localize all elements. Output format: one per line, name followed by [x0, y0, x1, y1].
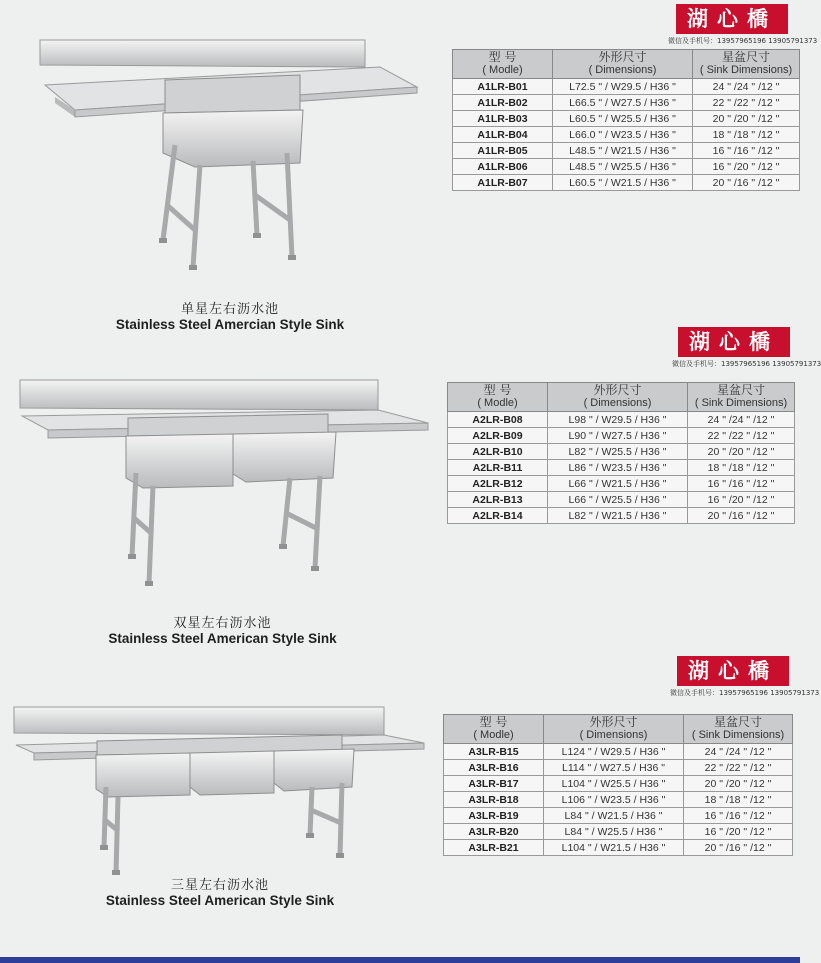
sink-dimensions-cell: 16 " /20 " /12 "	[693, 159, 800, 175]
dimensions-column-header: 外形尺寸 ( Dimensions)	[553, 50, 693, 79]
single-bowl-sink-image	[35, 35, 420, 275]
model-cell: A2LR-B14	[448, 508, 548, 524]
dimensions-cell: L84 " / W25.5 / H36 "	[544, 824, 684, 840]
dimensions-cell: L48.5 " / W21.5 / H36 "	[553, 143, 693, 159]
table-row	[453, 143, 800, 159]
table-row	[448, 412, 795, 428]
model-cell: A1LR-B07	[453, 175, 553, 191]
table-row	[453, 111, 800, 127]
sink-dimensions-cell: 24 " /24 " /12 "	[693, 79, 800, 95]
caption-chinese: 双星左右沥水池	[173, 616, 272, 631]
model-cell: A2LR-B11	[448, 460, 548, 476]
sink-dimensions-cell: 20 " /16 " /12 "	[693, 175, 800, 191]
sink-dimensions-cell: 20 " /16 " /12 "	[684, 840, 793, 856]
sink-dimensions-cell: 16 " /16 " /12 "	[688, 476, 795, 492]
model-cell: A3LR-B15	[444, 744, 544, 760]
table-row	[448, 492, 795, 508]
model-cell: A3LR-B16	[444, 760, 544, 776]
model-cell: A1LR-B03	[453, 111, 553, 127]
dimensions-cell: L60.5 " / W25.5 / H36 "	[553, 111, 693, 127]
spec-table	[447, 382, 795, 524]
dimensions-cell: L124 " / W29.5 / H36 "	[544, 744, 684, 760]
brand-block	[672, 327, 821, 369]
dimensions-cell: L114 " / W27.5 / H36 "	[544, 760, 684, 776]
sink-dimensions-column-header: 星盆尺寸 ( Sink Dimensions)	[684, 715, 793, 744]
table-header-row	[453, 50, 800, 79]
dimensions-cell: L66 " / W21.5 / H36 "	[548, 476, 688, 492]
brand-contact: 微信及手机号：13957965196 13905791373	[670, 689, 820, 697]
table-row	[448, 476, 795, 492]
table-row	[444, 776, 793, 792]
brand-block	[670, 656, 820, 698]
model-cell: A1LR-B06	[453, 159, 553, 175]
dimensions-cell: L48.5 " / W25.5 / H36 "	[553, 159, 693, 175]
sink-dimensions-cell: 22 " /22 " /12 "	[693, 95, 800, 111]
caption-english: Stainless Steel American Style Sink	[108, 631, 337, 646]
model-cell: A3LR-B18	[444, 792, 544, 808]
brand-logo: 湖心橋	[677, 656, 789, 686]
dimensions-cell: L72.5 " / W29.5 / H36 "	[553, 79, 693, 95]
model-cell: A1LR-B01	[453, 79, 553, 95]
model-cell: A2LR-B08	[448, 412, 548, 428]
table-row	[453, 95, 800, 111]
product-caption	[85, 612, 360, 646]
model-column-header: 型 号 ( Modle)	[444, 715, 544, 744]
sink-dimensions-cell: 16 " /16 " /12 "	[684, 808, 793, 824]
sink-dimensions-cell: 18 " /18 " /12 "	[693, 127, 800, 143]
page-bottom-border	[0, 957, 800, 963]
sink-dimensions-cell: 20 " /20 " /12 "	[688, 444, 795, 460]
model-cell: A1LR-B04	[453, 127, 553, 143]
product-caption	[85, 874, 355, 908]
brand-contact: 微信及手机号：13957965196 13905791373	[668, 37, 818, 45]
table-row	[448, 444, 795, 460]
sink-dimensions-cell: 18 " /18 " /12 "	[688, 460, 795, 476]
product-caption	[95, 298, 365, 332]
model-cell: A2LR-B12	[448, 476, 548, 492]
double-bowl-sink-image	[18, 378, 430, 590]
model-cell: A2LR-B09	[448, 428, 548, 444]
sink-dimensions-cell: 20 " /16 " /12 "	[688, 508, 795, 524]
table-header-row	[448, 383, 795, 412]
dimensions-cell: L60.5 " / W21.5 / H36 "	[553, 175, 693, 191]
brand-block	[668, 4, 818, 46]
table-row	[448, 508, 795, 524]
spec-table	[452, 49, 800, 191]
dimensions-column-header: 外形尺寸 ( Dimensions)	[548, 383, 688, 412]
model-cell: A1LR-B05	[453, 143, 553, 159]
brand-contact: 微信及手机号：13957965196 13905791373	[672, 360, 821, 368]
dimensions-column-header: 外形尺寸 ( Dimensions)	[544, 715, 684, 744]
table-row	[453, 159, 800, 175]
model-cell: A3LR-B21	[444, 840, 544, 856]
table-row	[444, 744, 793, 760]
caption-english: Stainless Steel American Style Sink	[105, 893, 335, 908]
table-row	[453, 79, 800, 95]
table-row	[453, 175, 800, 191]
sink-dimensions-cell: 18 " /18 " /12 "	[684, 792, 793, 808]
sink-dimensions-cell: 24 " /24 " /12 "	[684, 744, 793, 760]
dimensions-cell: L90 " / W27.5 / H36 "	[548, 428, 688, 444]
dimensions-cell: L66 " / W25.5 / H36 "	[548, 492, 688, 508]
table-row	[448, 428, 795, 444]
dimensions-cell: L104 " / W21.5 / H36 "	[544, 840, 684, 856]
dimensions-cell: L98 " / W29.5 / H36 "	[548, 412, 688, 428]
caption-english: Stainless Steel Amercian Style Sink	[115, 317, 345, 332]
table-row	[444, 792, 793, 808]
sink-dimensions-cell: 24 " /24 " /12 "	[688, 412, 795, 428]
sink-dimensions-cell: 16 " /16 " /12 "	[693, 143, 800, 159]
dimensions-cell: L66.0 " / W23.5 / H36 "	[553, 127, 693, 143]
table-row	[448, 460, 795, 476]
model-cell: A2LR-B13	[448, 492, 548, 508]
table-row	[453, 127, 800, 143]
sink-dimensions-column-header: 星盆尺寸 ( Sink Dimensions)	[693, 50, 800, 79]
dimensions-cell: L82 " / W21.5 / H36 "	[548, 508, 688, 524]
model-cell: A3LR-B19	[444, 808, 544, 824]
dimensions-cell: L84 " / W21.5 / H36 "	[544, 808, 684, 824]
brand-logo: 湖心橋	[678, 327, 790, 357]
spec-table	[443, 714, 793, 856]
model-cell: A1LR-B02	[453, 95, 553, 111]
model-cell: A2LR-B10	[448, 444, 548, 460]
sink-dimensions-cell: 16 " /20 " /12 "	[688, 492, 795, 508]
model-column-header: 型 号 ( Modle)	[453, 50, 553, 79]
sink-dimensions-cell: 22 " /22 " /12 "	[684, 760, 793, 776]
model-column-header: 型 号 ( Modle)	[448, 383, 548, 412]
caption-chinese: 单星左右沥水池	[180, 302, 279, 317]
brand-logo: 湖心橋	[676, 4, 788, 34]
table-header-row	[444, 715, 793, 744]
triple-bowl-sink-image	[12, 705, 427, 877]
table-row	[444, 760, 793, 776]
sink-dimensions-cell: 22 " /22 " /12 "	[688, 428, 795, 444]
sink-dimensions-cell: 16 " /20 " /12 "	[684, 824, 793, 840]
sink-dimensions-cell: 20 " /20 " /12 "	[693, 111, 800, 127]
dimensions-cell: L66.5 " / W27.5 / H36 "	[553, 95, 693, 111]
table-row	[444, 824, 793, 840]
sink-dimensions-cell: 20 " /20 " /12 "	[684, 776, 793, 792]
dimensions-cell: L82 " / W25.5 / H36 "	[548, 444, 688, 460]
table-row	[444, 808, 793, 824]
model-cell: A3LR-B20	[444, 824, 544, 840]
dimensions-cell: L104 " / W25.5 / H36 "	[544, 776, 684, 792]
caption-chinese: 三星左右沥水池	[170, 878, 269, 893]
table-row	[444, 840, 793, 856]
model-cell: A3LR-B17	[444, 776, 544, 792]
dimensions-cell: L86 " / W23.5 / H36 "	[548, 460, 688, 476]
dimensions-cell: L106 " / W23.5 / H36 "	[544, 792, 684, 808]
sink-dimensions-column-header: 星盆尺寸 ( Sink Dimensions)	[688, 383, 795, 412]
